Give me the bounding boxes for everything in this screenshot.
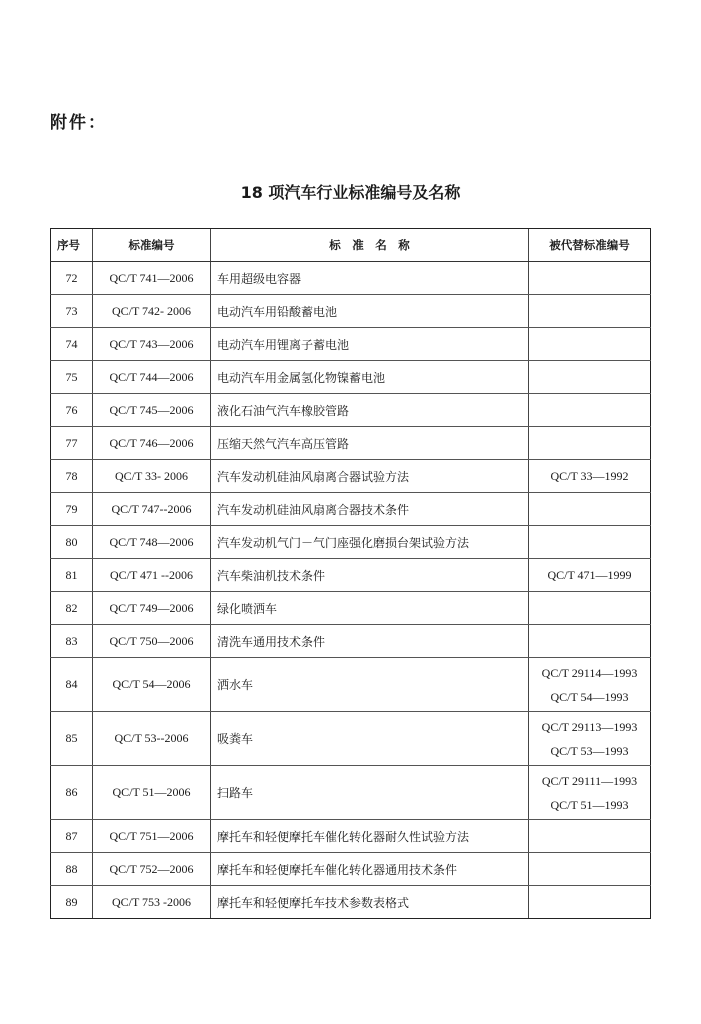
row-seq: 73 — [51, 295, 93, 328]
replaced-standard-number: QC/T 51—1993 — [550, 797, 629, 812]
row-seq: 72 — [51, 262, 93, 295]
row-seq: 87 — [51, 820, 93, 853]
replaced-standard-number: QC/T 29114—1993 — [541, 665, 638, 680]
row-standard-number: QC/T 751—2006 — [93, 820, 211, 853]
row-seq: 84 — [51, 658, 93, 712]
row-standard-number: QC/T 749—2006 — [93, 592, 211, 625]
row-standard-number: QC/T 743—2006 — [93, 328, 211, 361]
row-replaced-standard — [529, 295, 651, 328]
row-seq: 78 — [51, 460, 93, 493]
header-std-name: 标 准 名 称 — [211, 229, 529, 262]
row-replaced-standard — [529, 394, 651, 427]
row-replaced-standard — [529, 559, 651, 592]
row-standard-name: 车用超级电容器 — [211, 262, 529, 295]
table-row — [51, 361, 651, 394]
row-replaced-standard — [529, 262, 651, 295]
row-standard-number: QC/T 742- 2006 — [93, 295, 211, 328]
row-standard-number: QC/T 748—2006 — [93, 526, 211, 559]
row-standard-name: 扫路车 — [211, 766, 529, 820]
row-standard-number: QC/T 750—2006 — [93, 625, 211, 658]
row-standard-name: 压缩天然气汽车高压管路 — [211, 427, 529, 460]
row-seq: 80 — [51, 526, 93, 559]
row-standard-name: 汽车发动机硅油风扇离合器技术条件 — [211, 493, 529, 526]
row-standard-name: 摩托车和轻便摩托车技术参数表格式 — [211, 886, 529, 919]
table-row — [51, 427, 651, 460]
replaced-standard-number: QC/T 54—1993 — [550, 689, 629, 704]
replaced-standard-number: QC/T 53—1993 — [550, 743, 629, 758]
row-seq: 85 — [51, 712, 93, 766]
row-standard-number: QC/T 744—2006 — [93, 361, 211, 394]
table-row — [51, 460, 651, 493]
header-replaced: 被代替标准编号 — [529, 229, 651, 262]
row-replaced-standard — [529, 658, 651, 712]
table-row — [51, 295, 651, 328]
row-replaced-standard — [529, 493, 651, 526]
row-replaced-standard — [529, 361, 651, 394]
row-standard-name: 摩托车和轻便摩托车催化转化器耐久性试验方法 — [211, 820, 529, 853]
header-seq: 序号 — [51, 229, 93, 262]
row-standard-number: QC/T 471 --2006 — [93, 559, 211, 592]
table-row — [51, 712, 651, 766]
table-body — [51, 262, 651, 919]
table-row — [51, 820, 651, 853]
document-title: 18 项汽车行业标准编号及名称 — [240, 183, 461, 202]
row-standard-number: QC/T 741—2006 — [93, 262, 211, 295]
replaced-standard-number: QC/T 29111—1993 — [541, 773, 638, 788]
replaced-standard-number: QC/T 33—1992 — [550, 469, 629, 483]
row-seq: 86 — [51, 766, 93, 820]
row-replaced-standard — [529, 766, 651, 820]
table-header-row — [51, 229, 651, 262]
row-standard-name: 吸粪车 — [211, 712, 529, 766]
row-standard-name: 清洗车通用技术条件 — [211, 625, 529, 658]
replaced-standard-number: QC/T 29113—1993 — [541, 719, 638, 734]
row-replaced-standard — [529, 853, 651, 886]
row-seq: 83 — [51, 625, 93, 658]
row-standard-number: QC/T 33- 2006 — [93, 460, 211, 493]
row-seq: 77 — [51, 427, 93, 460]
row-standard-name: 电动汽车用铅酸蓄电池 — [211, 295, 529, 328]
table-row — [51, 328, 651, 361]
attachment-label: 附件： — [50, 113, 107, 133]
row-seq: 88 — [51, 853, 93, 886]
row-replaced-standard — [529, 592, 651, 625]
row-replaced-standard — [529, 427, 651, 460]
row-replaced-standard — [529, 886, 651, 919]
row-standard-name: 液化石油气汽车橡胶管路 — [211, 394, 529, 427]
row-standard-name: 洒水车 — [211, 658, 529, 712]
row-standard-name: 绿化喷洒车 — [211, 592, 529, 625]
row-seq: 82 — [51, 592, 93, 625]
table-row — [51, 766, 651, 820]
table-row — [51, 493, 651, 526]
row-seq: 89 — [51, 886, 93, 919]
row-seq: 79 — [51, 493, 93, 526]
replaced-standard-number: QC/T 471—1999 — [547, 568, 632, 582]
row-standard-name: 电动汽车用金属氢化物镍蓄电池 — [211, 361, 529, 394]
row-standard-number: QC/T 753 -2006 — [93, 886, 211, 919]
row-standard-name: 汽车发动机硅油风扇离合器试验方法 — [211, 460, 529, 493]
row-standard-number: QC/T 53--2006 — [93, 712, 211, 766]
row-standard-number: QC/T 51—2006 — [93, 766, 211, 820]
row-standard-number: QC/T 752—2006 — [93, 853, 211, 886]
row-replaced-standard — [529, 712, 651, 766]
table-row — [51, 592, 651, 625]
standards-table — [50, 228, 651, 919]
row-seq: 81 — [51, 559, 93, 592]
header-std-no: 标准编号 — [93, 229, 211, 262]
row-replaced-standard — [529, 526, 651, 559]
row-seq: 75 — [51, 361, 93, 394]
table-row — [51, 526, 651, 559]
table-row — [51, 559, 651, 592]
row-standard-number: QC/T 746—2006 — [93, 427, 211, 460]
row-standard-name: 摩托车和轻便摩托车催化转化器通用技术条件 — [211, 853, 529, 886]
row-standard-number: QC/T 54—2006 — [93, 658, 211, 712]
table-row — [51, 658, 651, 712]
table-row — [51, 625, 651, 658]
row-seq: 76 — [51, 394, 93, 427]
row-replaced-standard — [529, 820, 651, 853]
row-standard-name: 汽车发动机气门－气门座强化磨损台架试验方法 — [211, 526, 529, 559]
row-standard-number: QC/T 747--2006 — [93, 493, 211, 526]
table-row — [51, 886, 651, 919]
row-replaced-standard — [529, 460, 651, 493]
table-row — [51, 853, 651, 886]
row-standard-name: 汽车柴油机技术条件 — [211, 559, 529, 592]
row-standard-number: QC/T 745—2006 — [93, 394, 211, 427]
table-row — [51, 394, 651, 427]
row-replaced-standard — [529, 625, 651, 658]
row-standard-name: 电动汽车用锂离子蓄电池 — [211, 328, 529, 361]
row-replaced-standard — [529, 328, 651, 361]
table-row — [51, 262, 651, 295]
row-seq: 74 — [51, 328, 93, 361]
